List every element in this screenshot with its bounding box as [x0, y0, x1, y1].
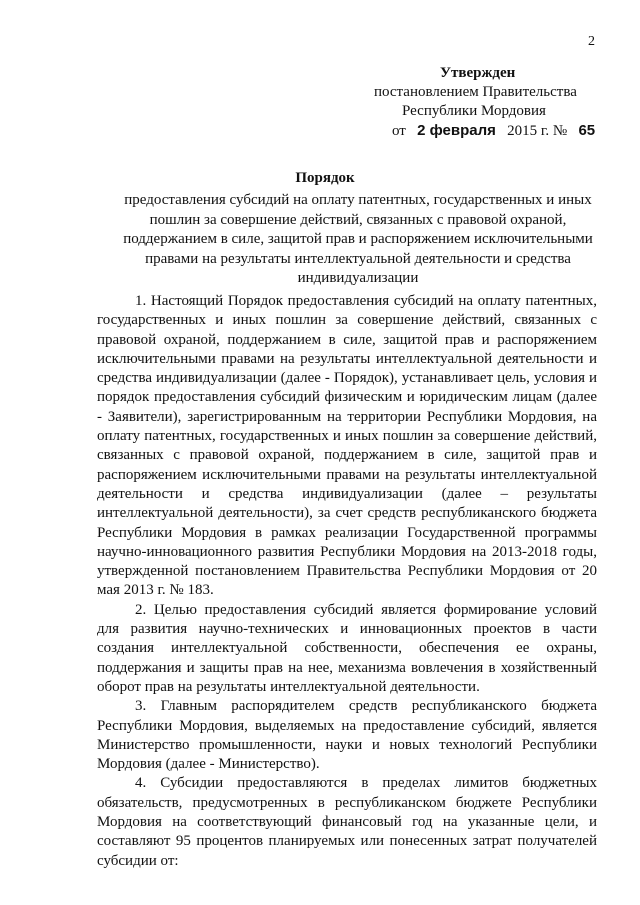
document-title: Порядок [295, 170, 355, 186]
approval-number: 65 [578, 122, 596, 139]
document-body [97, 292, 597, 871]
paragraph-4: 4. Субсидии предоставляются в пределах лимитов бюджетных обязательств, предусмотренных в республиканском бюджете Республики Мордовия на соответствующий финансовый год на указанные цели, и составляют 95 процентов планируемых или понесенных затрат получателей субсидии от: [97, 775, 597, 869]
approval-date-line [360, 121, 600, 141]
document-subtitle: предоставления субсидий на оплату патентных, государственных и иных пошлин за совершение действий, связанных с правовой охраной, поддержанием в силе, защитой прав и распоряжением исключительными правами на результаты интеллектуальной деятельности и средства индивидуализации [123, 192, 593, 286]
approval-block [360, 64, 600, 141]
page-number: 2 [588, 34, 595, 49]
approval-from-label: от [392, 123, 406, 139]
approval-year: 2015 г. № [507, 123, 568, 139]
paragraph-3: 3. Главным распорядителем средств республиканского бюджета Республики Мордовия, выделяемых на предоставление субсидий, является Министерство промышленности, науки и новых технологий Республики Мордовия (далее - Министерство). [97, 698, 597, 773]
approval-date: 2 февраля [417, 122, 496, 139]
approval-title: Утвержден [440, 65, 516, 81]
approval-line-2: Республики Мордовия [402, 103, 546, 119]
approval-line-1: постановлением Правительства [374, 84, 577, 100]
paragraph-2: 2. Целью предоставления субсидий является формирование условий для развития научно-технических и инновационных проектов в части создания интеллектуальной собственности, обеспечения ее охраны, поддержания и защиты прав на нее, механизма вовлечения в хозяйственный оборот прав на результаты интеллектуальной деятельности. [97, 601, 597, 695]
paragraph-1: 1. Настоящий Порядок предоставления субсидий на оплату патентных, государственных и иных пошлин за совершение действий, связанных с правовой охраной, поддержанием в силе, защитой прав и распоряжением исключительными правами на результаты интеллектуальной деятельности и средства индивидуализации (далее - Порядок), устанавливает цель, условия и порядок предоставления субсидий физическим и юридическим лицам (далее - Заявители), зарегистрированным на территории Республики Мордовия, на оплату патентных, государственных и иных пошлин за совершение действий, связанных с правовой охраной, поддержанием в силе, защитой прав и распоряжением исключительными правами на результаты интеллектуальной деятельности и средства индивидуализации (далее – результаты интеллектуальной деятельности), за счет средств республиканского бюджета Республики Мордовия в рамках реализации Государственной программы научно-инновационного развития Республики Мордовия на 2013-2018 годы, утвержденной постановлением Правительства Республики Мордовия от 20 мая 2013 г. № 183. [97, 293, 597, 599]
